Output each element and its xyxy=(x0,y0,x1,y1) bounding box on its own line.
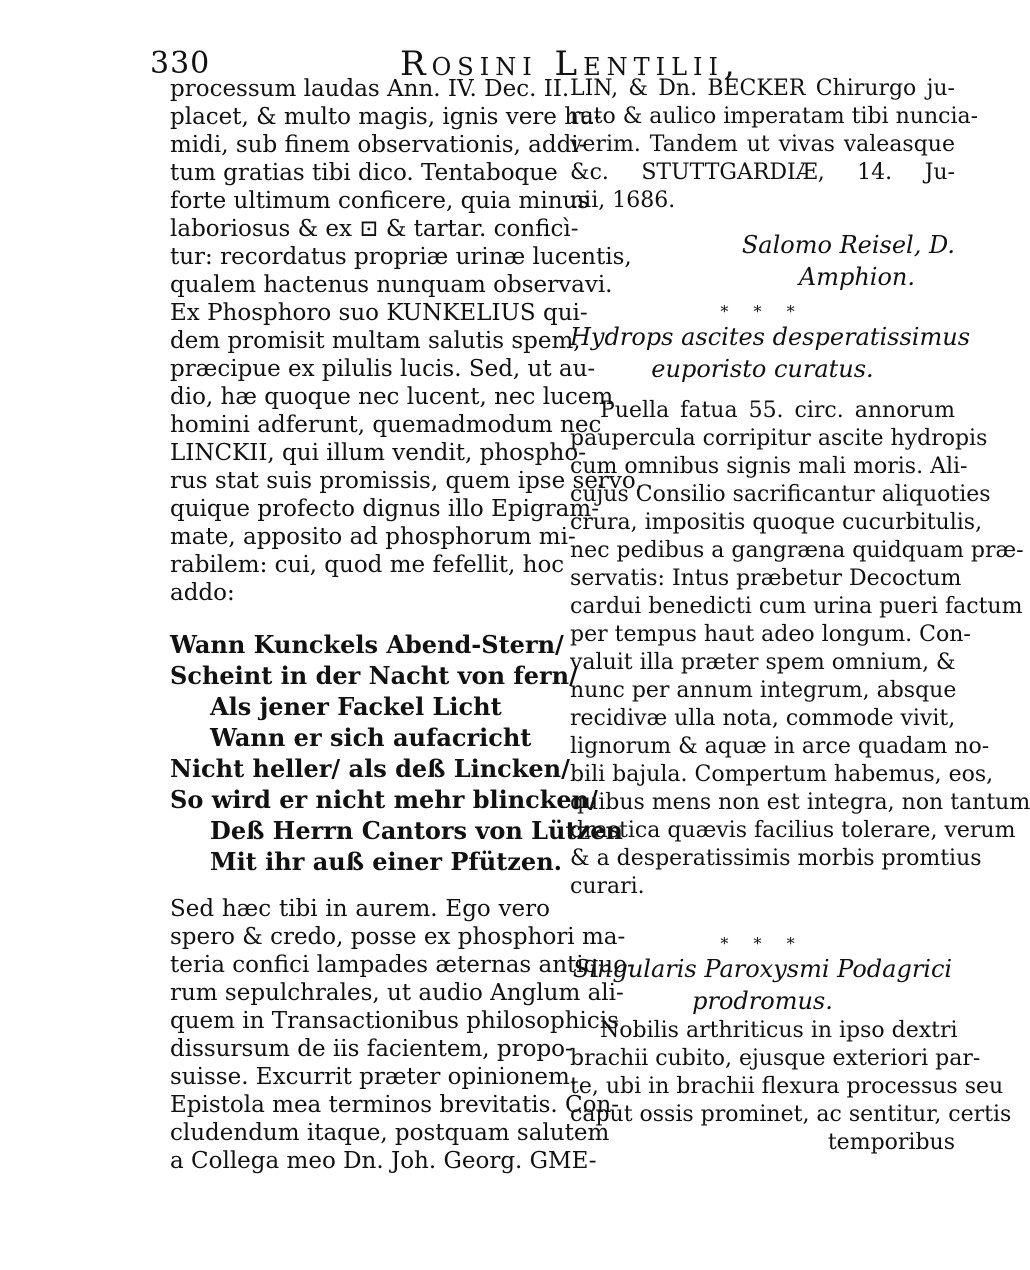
text-line: a Collega meo Dn. Joh. Georg. GME- xyxy=(170,1148,597,1174)
text-line: quibus mens non est integra, non tantum xyxy=(570,790,1030,815)
signature-line: Salomo Reisel, D. xyxy=(741,231,955,259)
text-line: rum sepulchrales, ut audio Anglum ali- xyxy=(170,980,624,1006)
text-line: LIN, & Dn. BECKER Chirurgo ju- xyxy=(570,76,955,101)
text-line: qualem hactenus nunquam observavi. xyxy=(170,272,613,298)
text-line: tur: recordatus propriæ urinæ lucentis, xyxy=(170,244,632,270)
text-line: caput ossis prominet, ac sentitur, certis xyxy=(570,1102,1012,1127)
text-line: placet, & multo magis, ignis vere hu- xyxy=(170,104,602,130)
text-line: dissursum de iis facientem, propo- xyxy=(170,1036,573,1062)
section-body xyxy=(570,397,1030,901)
text-line: cludendum itaque, postquam salutem xyxy=(170,1120,610,1146)
letter-closing xyxy=(570,75,979,215)
text-line: valuit illa præter spem omnium, & xyxy=(570,650,956,675)
section-heading: euporisto curatus. xyxy=(651,355,874,383)
text-line: præcipue ex pilulis lucis. Sed, ut au- xyxy=(170,356,596,382)
running-title: Rosini Lentilii, xyxy=(400,44,741,84)
text-line: midi, sub finem observationis, addi- xyxy=(170,132,587,158)
verse-line: Wann Kunckels Abend-Stern/ xyxy=(170,630,564,659)
section-divider-stars: * * * xyxy=(720,302,805,321)
text-line: spero & credo, posse ex phosphori ma- xyxy=(170,924,626,950)
text-line: Epistola mea terminos brevitatis. Con- xyxy=(170,1092,620,1118)
section-divider-stars: * * * xyxy=(720,934,805,953)
verse-line: Wann er sich aufacricht xyxy=(210,723,532,752)
text-line: nunc per annum integrum, absque xyxy=(570,678,957,703)
verse-line: Scheint in der Nacht von fern/ xyxy=(170,661,578,690)
text-line: te, ubi in brachii flexura processus seu xyxy=(570,1074,1004,1099)
text-line: processum laudas Ann. IV. Dec. II. xyxy=(170,76,570,102)
text-line: cujus Consilio sacrificantur aliquoties xyxy=(570,482,991,507)
text-line: quique profecto dignus illo Epigram- xyxy=(170,496,599,522)
text-line: teria confici lampades æternas antiquo- xyxy=(170,952,635,978)
section-heading: Hydrops ascites desperatissimus xyxy=(570,323,971,351)
left-paragraph-bottom xyxy=(170,895,635,1175)
right-column xyxy=(570,75,1030,1157)
text-line: cardui benedicti cum urina pueri factum xyxy=(570,594,1023,619)
text-line: Puella fatua 55. circ. annorum xyxy=(600,398,955,423)
text-line: quem in Transactionibus philosophicis xyxy=(170,1008,619,1034)
text-line: nec pedibus a gangræna quidquam præ- xyxy=(570,538,1024,563)
text-line: servatis: Intus præbetur Decoctum xyxy=(570,566,962,591)
text-line: Nobilis arthriticus in ipso dextri xyxy=(600,1018,958,1043)
text-line: rabilem: cui, quod me fefellit, hoc xyxy=(170,552,565,578)
text-line: cum omnibus signis mali moris. Ali- xyxy=(570,454,968,479)
text-line: addo: xyxy=(170,580,235,606)
text-line: laboriosus & ex ⊡ & tartar. conficì- xyxy=(170,216,579,242)
text-line: Ex Phosphoro suo KUNKELIUS qui- xyxy=(170,300,588,326)
text-line: mate, apposito ad phosphorum mi- xyxy=(170,524,576,550)
text-line: temporibus xyxy=(827,1130,955,1155)
section-body xyxy=(570,1017,1012,1157)
page-header xyxy=(150,40,950,84)
text-line: Sed hæc tibi in aurem. Ego vero xyxy=(170,896,550,922)
text-line: &c. STUTTGARDIÆ, 14. Ju- xyxy=(570,160,955,185)
text-line: & a desperatissimis morbis promtius xyxy=(570,846,982,871)
section-heading: Singularis Paroxysmi Podagrici xyxy=(572,955,953,983)
text-line: forte ultimum conficere, quia minus xyxy=(170,188,590,214)
text-line: dem promisit multam salutis spem, xyxy=(170,328,581,354)
signature-line: Amphion. xyxy=(798,263,915,291)
verse-line: Als jener Fackel Licht xyxy=(210,692,502,721)
section-heading: prodromus. xyxy=(692,987,833,1015)
text-line: brachii cubito, ejusque exteriori par- xyxy=(570,1046,981,1071)
verse-line: So wird er nicht mehr blincken/ xyxy=(170,785,598,814)
german-verse xyxy=(170,629,623,877)
signature-block xyxy=(570,229,955,293)
text-line: bili bajula. Compertum habemus, eos, xyxy=(570,762,994,787)
text-line: lignorum & aquæ in arce quadam no- xyxy=(570,734,990,759)
text-line: verim. Tandem ut vivas valeasque xyxy=(570,132,955,157)
text-line: dio, hæ quoque nec lucent, nec lucem xyxy=(170,384,614,410)
text-line: per tempus haut adeo longum. Con- xyxy=(570,622,971,647)
page-number: 330 xyxy=(150,46,211,81)
text-line: suisse. Excurrit præter opinionem. xyxy=(170,1064,578,1090)
text-line: paupercula corripitur ascite hydropis xyxy=(570,426,988,451)
text-line: drastica quævis facilius tolerare, verum xyxy=(570,818,1016,843)
text-line: curari. xyxy=(570,874,645,899)
text-line: homini adferunt, quemadmodum nec xyxy=(170,412,602,438)
verse-line: Mit ihr auß einer Pfützen. xyxy=(210,847,562,876)
text-line: recidivæ ulla nota, commode vivit, xyxy=(570,706,956,731)
verse-line: Deß Herrn Cantors von Lützen xyxy=(210,816,623,845)
text-line: crura, impositis quoque cucurbitulis, xyxy=(570,510,983,535)
text-line: rus stat suis promissis, quem ipse servo, xyxy=(170,468,644,494)
text-line: tum gratias tibi dico. Tentaboque xyxy=(170,160,558,186)
verse-line: Nicht heller/ als deß Lincken/ xyxy=(170,754,570,783)
text-line: nii, 1686. xyxy=(570,188,676,213)
text-line: LINCKII, qui illum vendit, phospho- xyxy=(170,440,586,466)
text-line: rato & aulico imperatam tibi nuncia- xyxy=(570,104,979,129)
